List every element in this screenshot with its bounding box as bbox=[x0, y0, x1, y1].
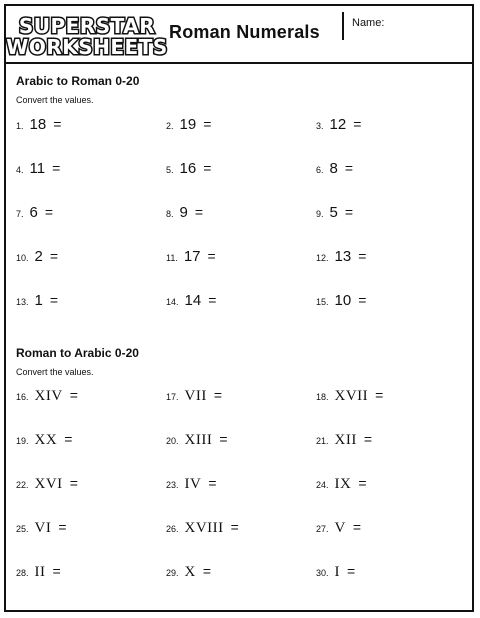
problem-number: 5. bbox=[166, 165, 174, 175]
problem-item bbox=[166, 563, 211, 581]
worksheet-header bbox=[6, 6, 472, 64]
problem-number: 3. bbox=[316, 121, 324, 131]
problem-value: XII bbox=[334, 432, 357, 448]
problem-item bbox=[16, 248, 58, 265]
name-field-label: Name: bbox=[352, 17, 385, 29]
problem-item bbox=[166, 204, 203, 221]
problem-number: 10. bbox=[16, 253, 29, 263]
problem-item bbox=[16, 475, 78, 493]
problem-number: 21. bbox=[316, 436, 329, 446]
problem-number: 6. bbox=[316, 165, 324, 175]
problem-item bbox=[16, 160, 60, 177]
equals-sign: = bbox=[208, 292, 217, 308]
problem-item bbox=[16, 431, 72, 449]
problem-item bbox=[16, 204, 53, 221]
problem-number: 24. bbox=[316, 480, 329, 490]
problem-item bbox=[166, 248, 216, 265]
problem-number: 8. bbox=[166, 209, 174, 219]
problem-number: 25. bbox=[16, 524, 29, 534]
problem-item bbox=[316, 563, 355, 581]
worksheet bbox=[4, 4, 474, 612]
problem-value: VII bbox=[184, 388, 207, 404]
problem-item bbox=[166, 519, 239, 537]
problem-value: 2 bbox=[34, 248, 43, 265]
problem-value: 13 bbox=[334, 248, 352, 265]
problem-number: 12. bbox=[316, 253, 329, 263]
problem-value: II bbox=[34, 564, 46, 580]
problem-number: 16. bbox=[16, 392, 29, 402]
equals-sign: = bbox=[358, 292, 367, 308]
problem-value: 14 bbox=[184, 292, 202, 309]
problem-number: 15. bbox=[316, 297, 329, 307]
problem-value: 9 bbox=[179, 204, 188, 221]
equals-sign: = bbox=[49, 248, 59, 264]
problem-item bbox=[16, 116, 61, 133]
name-divider bbox=[342, 12, 344, 40]
section-title-roman-to-arabic: Roman to Arabic 0-20 bbox=[16, 346, 139, 360]
problem-item bbox=[16, 563, 61, 581]
problem-value: 17 bbox=[183, 248, 201, 265]
problem-item bbox=[166, 292, 216, 309]
equals-sign: = bbox=[52, 563, 61, 579]
problem-value: 5 bbox=[329, 204, 338, 221]
problem-item bbox=[166, 116, 211, 133]
problem-item bbox=[316, 519, 361, 537]
equals-sign: = bbox=[208, 475, 217, 491]
equals-sign: = bbox=[375, 387, 384, 403]
problem-value: 6 bbox=[29, 204, 38, 221]
problem-number: 13. bbox=[16, 297, 29, 307]
equals-sign: = bbox=[202, 563, 212, 579]
problem-item bbox=[316, 431, 372, 449]
equals-sign: = bbox=[58, 519, 67, 535]
problem-item bbox=[166, 431, 228, 449]
equals-sign: = bbox=[344, 160, 354, 176]
problem-number: 27. bbox=[316, 524, 329, 534]
problem-value: XX bbox=[34, 432, 58, 448]
section-instruction-roman-to-arabic: Convert the values. bbox=[16, 367, 94, 377]
problem-item bbox=[166, 387, 222, 405]
problem-number: 28. bbox=[16, 568, 29, 578]
problem-number: 4. bbox=[16, 165, 24, 175]
problem-number: 14. bbox=[166, 297, 179, 307]
problem-value: XVII bbox=[334, 388, 369, 404]
problem-value: 1 bbox=[34, 292, 43, 309]
problem-number: 9. bbox=[316, 209, 324, 219]
equals-sign: = bbox=[347, 563, 356, 579]
problem-number: 19. bbox=[16, 436, 29, 446]
problem-number: 7. bbox=[16, 209, 24, 219]
problem-value: XVIII bbox=[184, 520, 224, 536]
problem-value: V bbox=[334, 520, 346, 536]
equals-sign: = bbox=[203, 160, 212, 176]
problem-item bbox=[166, 475, 217, 493]
problem-value: XIV bbox=[34, 388, 63, 404]
equals-sign: = bbox=[69, 387, 78, 403]
problem-number: 23. bbox=[166, 480, 179, 490]
problem-value: 19 bbox=[179, 116, 197, 133]
page-title: Roman Numerals bbox=[169, 22, 320, 42]
equals-sign: = bbox=[64, 431, 73, 447]
equals-sign: = bbox=[207, 248, 216, 264]
superstar-worksheets-logo bbox=[6, 14, 168, 59]
problem-item bbox=[316, 116, 361, 133]
problem-value: 12 bbox=[329, 116, 347, 133]
equals-sign: = bbox=[194, 204, 204, 220]
problem-value: IV bbox=[184, 476, 202, 492]
problem-number: 30. bbox=[316, 568, 329, 578]
problem-item bbox=[16, 519, 67, 537]
problem-value: IX bbox=[334, 476, 352, 492]
equals-sign: = bbox=[352, 519, 362, 535]
problem-value: 11 bbox=[29, 160, 46, 177]
problem-number: 29. bbox=[166, 568, 179, 578]
equals-sign: = bbox=[49, 292, 59, 308]
section-title-arabic-to-roman: Arabic to Roman 0-20 bbox=[16, 74, 140, 88]
equals-sign: = bbox=[363, 431, 373, 447]
problem-number: 26. bbox=[166, 524, 179, 534]
problem-value: X bbox=[184, 564, 196, 580]
equals-sign: = bbox=[213, 387, 223, 403]
problem-value: 18 bbox=[29, 116, 47, 133]
problem-item bbox=[16, 387, 78, 405]
equals-sign: = bbox=[44, 204, 54, 220]
problem-item bbox=[166, 160, 211, 177]
problem-number: 11. bbox=[166, 253, 178, 263]
problem-item bbox=[16, 292, 58, 309]
equals-sign: = bbox=[203, 116, 212, 132]
problem-value: 16 bbox=[179, 160, 197, 177]
problem-item bbox=[316, 387, 383, 405]
problem-value: 10 bbox=[334, 292, 352, 309]
problem-number: 18. bbox=[316, 392, 329, 402]
equals-sign: = bbox=[219, 431, 228, 447]
problem-number: 17. bbox=[166, 392, 179, 402]
equals-sign: = bbox=[230, 519, 239, 535]
equals-sign: = bbox=[344, 204, 354, 220]
logo-line-1: SUPERSTAR bbox=[18, 14, 156, 38]
problem-value: 8 bbox=[329, 160, 338, 177]
problem-item bbox=[316, 248, 366, 265]
equals-sign: = bbox=[52, 160, 61, 176]
equals-sign: = bbox=[358, 475, 367, 491]
problem-value: XIII bbox=[184, 432, 213, 448]
equals-sign: = bbox=[358, 248, 367, 264]
logo-line-2: WORKSHEETS bbox=[6, 35, 168, 59]
problem-number: 22. bbox=[16, 480, 29, 490]
problem-number: 2. bbox=[166, 121, 174, 131]
problem-item bbox=[316, 160, 353, 177]
problem-number: 20. bbox=[166, 436, 179, 446]
equals-sign: = bbox=[69, 475, 78, 491]
problem-item bbox=[316, 292, 366, 309]
problem-value: I bbox=[334, 564, 341, 580]
problem-number: 1. bbox=[16, 121, 24, 131]
equals-sign: = bbox=[353, 116, 362, 132]
problem-item bbox=[316, 475, 367, 493]
problem-value: XVI bbox=[34, 476, 63, 492]
section-instruction-arabic-to-roman: Convert the values. bbox=[16, 95, 94, 105]
problem-value: VI bbox=[34, 520, 52, 536]
problem-item bbox=[316, 204, 353, 221]
equals-sign: = bbox=[53, 116, 62, 132]
